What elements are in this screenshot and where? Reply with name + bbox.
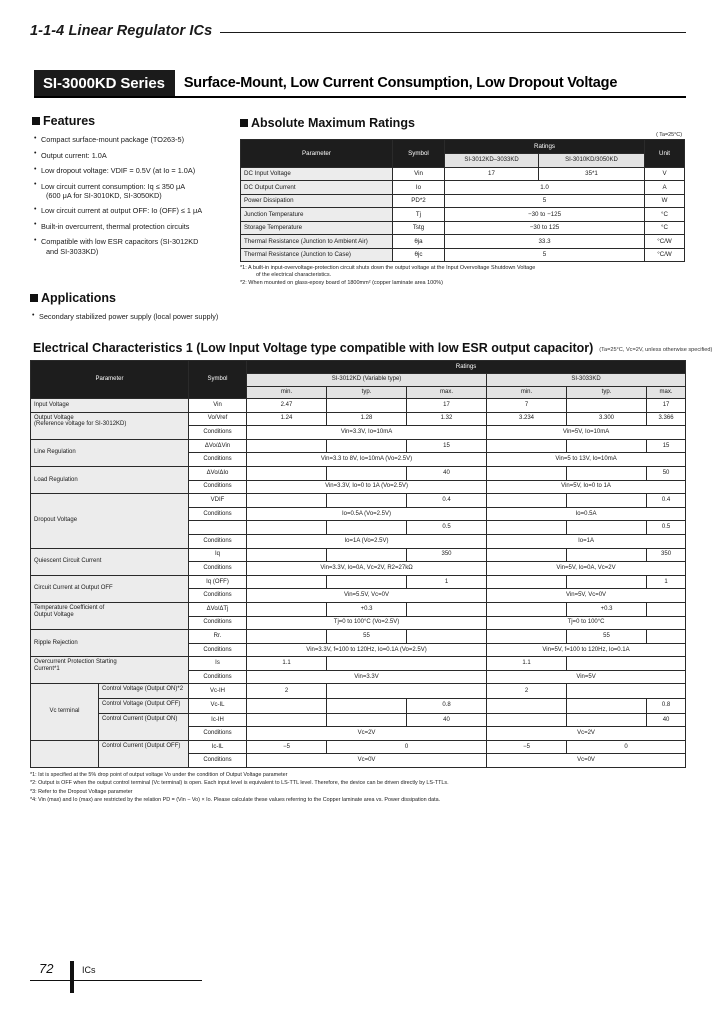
ec-vc-group-spacer — [31, 740, 99, 767]
features-heading — [32, 114, 232, 128]
ec-a-typmax — [327, 657, 487, 671]
ec-symbol: VDIF — [189, 494, 247, 508]
table-row — [241, 181, 685, 195]
amr-parameter: DC Input Voltage — [241, 167, 393, 181]
ec-a-max — [407, 630, 487, 644]
ec-header-group-b: SI-3033KD — [487, 374, 686, 387]
ec-symbol: ΔVo/ΔIo — [189, 466, 247, 480]
ec-b-conditions: Vin=5V, Io=10mA — [487, 426, 686, 440]
amr-symbol: θja — [393, 235, 445, 249]
series-name: SI-3000KD Series — [34, 70, 175, 96]
ec-symbol: Rr. — [189, 630, 247, 644]
ec-b-max: 1 — [647, 575, 686, 589]
amr-unit: °C — [645, 208, 685, 222]
ec-symbol: Iq (OFF) — [189, 575, 247, 589]
table-row — [31, 699, 686, 714]
ec-symbol: Iq — [189, 548, 247, 562]
table-row — [31, 602, 686, 616]
table-row — [31, 657, 686, 671]
absolute-maximum-ratings-section — [240, 116, 684, 287]
ec-b-typ: 3.300 — [567, 412, 647, 426]
amr-header-symbol: Symbol — [393, 140, 445, 168]
ec-a-max: 40 — [407, 713, 487, 727]
ec-b-conditions: Vc=2V — [487, 727, 686, 741]
bullet-square-icon — [32, 117, 40, 125]
ec-b-conditions: Vin=5V, Io=0 to 1A — [487, 480, 686, 494]
footer-label: ICs — [82, 965, 96, 975]
amr-unit: A — [645, 181, 685, 195]
ec-b-min: 7 — [487, 399, 567, 413]
list-item — [32, 182, 232, 201]
ec-parameter: Line Regulation — [31, 439, 189, 466]
ec-a-typ — [327, 699, 407, 714]
ec-b-max: 0.5 — [647, 521, 686, 535]
electrical-characteristics-section — [30, 341, 713, 805]
ec-table — [30, 360, 686, 768]
ec-a-typ — [327, 548, 407, 562]
ec-a-conditions: Tj=0 to 100°C (Vo=2.5V) — [247, 616, 487, 630]
feature-text-continued: and SI-3033KD) — [46, 246, 99, 256]
table-row — [31, 548, 686, 562]
ec-b-min — [487, 630, 567, 644]
ec-b-typ — [567, 494, 647, 508]
ec-b-max: 350 — [647, 548, 686, 562]
ec-symbol: Conditions — [189, 643, 247, 657]
ec-a-conditions: Vin=3.3V, Io=0A, Vc=2V, R2=27kΩ — [247, 562, 487, 576]
ec-symbol: Ic-IL — [189, 740, 247, 754]
ec-a-conditions: Vin=3.3V, Io=10mA — [247, 426, 487, 440]
ec-a-conditions: Vin=3.3V, Io=0 to 1A (Vo=2.5V) — [247, 480, 487, 494]
ec-a-min — [247, 466, 327, 480]
ec-a-conditions: Vin=3.3V, f=100 to 120Hz, Io=0.1A (Vo=2.5V) — [247, 643, 487, 657]
ec-b-min — [487, 494, 567, 508]
feature-text: Low circuit current at output OFF: Io (OFF) ≤ 1 μA — [41, 206, 203, 216]
ec-a-conditions: Vin=5.5V, Vc=0V — [247, 589, 487, 603]
footnote — [240, 280, 684, 288]
ec-a-conditions: Vc=0V — [247, 754, 487, 768]
ec-b-typ — [567, 713, 647, 727]
list-item — [32, 135, 232, 144]
ec-a-max: 1 — [407, 575, 487, 589]
amr-parameter: DC Output Current — [241, 181, 393, 195]
ec-b-typ — [567, 439, 647, 453]
ec-parameter: Control Voltage (Output ON)*2 — [99, 684, 189, 699]
table-row — [241, 221, 685, 235]
ec-b-min — [487, 439, 567, 453]
ec-a-max: 350 — [407, 548, 487, 562]
ec-a-min — [247, 548, 327, 562]
amr-symbol: Tj — [393, 208, 445, 222]
ec-symbol — [189, 521, 247, 535]
amr-unit: °C/W — [645, 235, 685, 249]
ec-a-min: 2.47 — [247, 399, 327, 413]
table-row — [241, 248, 685, 262]
table-row — [241, 235, 685, 249]
amr-header-unit: Unit — [645, 140, 685, 168]
ec-a-max: 0.8 — [407, 699, 487, 714]
amr-header-ratings: Ratings — [445, 140, 645, 154]
ec-b-min — [487, 575, 567, 589]
applications-section — [30, 291, 360, 323]
amr-symbol: Vin — [393, 167, 445, 181]
ec-b-typmax: 0 — [567, 740, 686, 754]
ec-parameter-main: Temperature Coefficient of — [34, 604, 105, 611]
amr-heading — [240, 116, 684, 130]
applications-list — [30, 312, 360, 321]
ec-parameter-main: Output Voltage — [34, 414, 74, 421]
amr-footnotes — [240, 265, 684, 288]
amr-value-span: 5 — [445, 194, 645, 208]
ec-parameter: Input Voltage — [31, 399, 189, 413]
ec-header-b-typ: typ. — [567, 386, 647, 399]
bullet-square-icon — [30, 294, 38, 302]
running-head-title: 1-1-4 Linear Regulator ICs — [30, 23, 213, 39]
ec-header-a-typ: typ. — [327, 386, 407, 399]
amr-parameter: Thermal Resistance (Junction to Case) — [241, 248, 393, 262]
amr-symbol: Io — [393, 181, 445, 195]
ec-a-conditions: Vc=2V — [247, 727, 487, 741]
amr-symbol: θjc — [393, 248, 445, 262]
ec-a-min: 2 — [247, 684, 327, 699]
ec-b-min: −5 — [487, 740, 567, 754]
amr-parameter: Thermal Resistance (Junction to Ambient Air) — [241, 235, 393, 249]
ec-b-max: 50 — [647, 466, 686, 480]
ec-a-min: −5 — [247, 740, 327, 754]
ec-b-typ — [567, 399, 647, 413]
ec-header-ratings: Ratings — [247, 361, 686, 374]
ec-symbol: Conditions — [189, 453, 247, 467]
footnote: *1: Ist is specified at the 5% drop point of output voltage Vo under the condition of Output Voltage parameter — [30, 772, 288, 779]
list-item — [32, 151, 232, 160]
ec-a-min — [247, 575, 327, 589]
ec-a-typ: 55 — [327, 630, 407, 644]
ec-parameter: Control Current (Output OFF) — [99, 740, 189, 767]
ec-a-max: 40 — [407, 466, 487, 480]
ec-parameter-sub: Output Voltage — [34, 611, 74, 618]
table-row — [31, 713, 686, 727]
ec-b-typ — [567, 521, 647, 535]
ec-a-min — [247, 713, 327, 727]
ec-parameter — [31, 657, 189, 684]
ec-b-typ — [567, 575, 647, 589]
table-row — [31, 740, 686, 754]
table-row — [31, 684, 686, 699]
running-head — [30, 20, 686, 42]
ec-a-min — [247, 439, 327, 453]
list-item — [32, 206, 232, 215]
ec-header-b-max: max. — [647, 386, 686, 399]
table-header-row — [31, 361, 686, 374]
ec-parameter: Quiescent Circuit Current — [31, 548, 189, 575]
ec-a-typmax: 0 — [327, 740, 487, 754]
amr-unit: °C/W — [645, 248, 685, 262]
ec-a-conditions: Io=1A (Vo=2.5V) — [247, 534, 487, 548]
ec-b-min — [487, 548, 567, 562]
ec-a-min: 1.1 — [247, 657, 327, 671]
amr-unit: V — [645, 167, 685, 181]
ec-heading — [30, 341, 713, 355]
ec-a-max: 1.32 — [407, 412, 487, 426]
ec-b-conditions: Tj=0 to 100°C — [487, 616, 686, 630]
ec-a-typ — [327, 575, 407, 589]
ec-b-typ: +0.3 — [567, 602, 647, 616]
ec-a-max: 15 — [407, 439, 487, 453]
ec-a-max: 0.4 — [407, 494, 487, 508]
running-head-rule — [220, 32, 686, 33]
amr-value-a: 17 — [445, 167, 539, 181]
ec-a-typ: 1.28 — [327, 412, 407, 426]
footnote: *4: Vin (max) and Io (max) are restricted by the relation PD = (Vin − Vo) × Io. Please calculate these values referring to the Copper laminate area vs. Power dissipation data. — [30, 797, 441, 804]
ec-parameter — [31, 412, 189, 439]
amr-value-b: 35*1 — [539, 167, 645, 181]
ec-b-typmax — [567, 684, 686, 699]
ec-b-conditions: Io=1A — [487, 534, 686, 548]
feature-text: Low dropout voltage: VDIF = 0.5V (at Io = 1.0A) — [41, 166, 196, 176]
ec-b-conditions: Vin=5V — [487, 670, 686, 684]
amr-parameter: Storage Temperature — [241, 221, 393, 235]
ec-parameter — [31, 602, 189, 629]
ec-b-conditions: Vin=5V, Vc=0V — [487, 589, 686, 603]
ec-symbol: Conditions — [189, 616, 247, 630]
ec-a-typmax — [327, 684, 487, 699]
applications-heading — [30, 291, 360, 305]
table-row — [31, 575, 686, 589]
ec-symbol: Vc-IH — [189, 684, 247, 699]
amr-value-span: −30 to −125 — [445, 208, 645, 222]
amr-value-span: 1.0 — [445, 181, 645, 195]
ec-b-typ: 55 — [567, 630, 647, 644]
amr-condition-note: ( Ta=25°C) — [656, 132, 682, 138]
ec-symbol: Conditions — [189, 562, 247, 576]
amr-heading-label: Absolute Maximum Ratings — [251, 116, 415, 130]
feature-text: Output current: 1.0A — [41, 150, 107, 160]
ec-symbol: Is — [189, 657, 247, 671]
ec-parameter: Ripple Rejection — [31, 630, 189, 657]
ec-a-min — [247, 699, 327, 714]
table-header-row — [241, 140, 685, 154]
ec-a-typ: +0.3 — [327, 602, 407, 616]
ec-a-typ — [327, 466, 407, 480]
ec-header-b-min: min. — [487, 386, 567, 399]
footnote-text-continued: of the electrical characteristics. — [256, 272, 332, 279]
ec-parameter-sub: Current*1 — [34, 666, 60, 673]
ec-b-min — [487, 466, 567, 480]
ec-b-max: 0.4 — [647, 494, 686, 508]
ec-parameter-main: Overcurrent Protection Starting — [34, 659, 117, 666]
ec-parameter-sub: (Reference voltage for SI-3012KD) — [34, 421, 127, 428]
bullet-square-icon — [240, 119, 248, 127]
ec-b-max: 0.8 — [647, 699, 686, 714]
amr-table — [240, 139, 685, 262]
ec-parameter: Dropout Voltage — [31, 494, 189, 548]
ec-a-min — [247, 630, 327, 644]
list-item — [30, 312, 360, 321]
ec-a-max: 0.5 — [407, 521, 487, 535]
amr-unit: W — [645, 194, 685, 208]
ec-a-typ — [327, 494, 407, 508]
ec-b-conditions: Io=0.5A — [487, 507, 686, 521]
ec-b-typ — [567, 466, 647, 480]
ec-b-typ — [567, 699, 647, 714]
table-row — [31, 439, 686, 453]
ec-condition-note: (Ta=25°C, Vc=2V, unless otherwise specified) — [599, 347, 713, 353]
ec-a-typ — [327, 439, 407, 453]
application-text: Secondary stabilized power supply (local power supply) — [39, 312, 219, 321]
ec-b-max: 3.366 — [647, 412, 686, 426]
applications-heading-label: Applications — [41, 291, 117, 305]
footnote — [240, 265, 684, 280]
ec-b-max: 17 — [647, 399, 686, 413]
ec-b-min — [487, 602, 567, 616]
amr-symbol: Tstg — [393, 221, 445, 235]
features-section — [32, 114, 232, 262]
page-number: 72 — [39, 961, 54, 976]
ec-b-min: 3.234 — [487, 412, 567, 426]
feature-text: Compatible with low ESR capacitors (SI-3012KD — [41, 237, 199, 247]
ec-b-conditions: Vin=5V, Io=0A, Vc=2V — [487, 562, 686, 576]
list-item — [32, 222, 232, 231]
ec-parameter: Load Regulation — [31, 466, 189, 493]
footnote: *3: Refer to the Dropout Voltage parameter — [30, 788, 133, 795]
table-row — [241, 167, 685, 181]
list-item — [32, 166, 232, 175]
ec-heading-label: Electrical Characteristics 1 (Low Input Voltage type compatible with low ESR output capacitor) — [33, 341, 594, 355]
series-subtitle: Surface-Mount, Low Current Consumption, Low Dropout Voltage — [175, 70, 686, 96]
features-heading-label: Features — [43, 114, 96, 128]
footer-bar — [70, 961, 74, 993]
feature-text-continued: (600 μA for SI-3010KD, SI-3050KD) — [46, 190, 162, 200]
ec-symbol: Conditions — [189, 480, 247, 494]
ec-symbol: Conditions — [189, 507, 247, 521]
list-item — [32, 237, 232, 256]
feature-text: Compact surface-mount package (TO263-5) — [41, 135, 185, 144]
table-row — [31, 630, 686, 644]
amr-header-group-b: SI-3010KD/3050KD — [539, 154, 645, 168]
ec-symbol: Vin — [189, 399, 247, 413]
ec-b-min — [487, 699, 567, 714]
ec-symbol: Conditions — [189, 754, 247, 768]
ec-b-max: 15 — [647, 439, 686, 453]
amr-value-span: −30 to 125 — [445, 221, 645, 235]
amr-parameter: Junction Temperature — [241, 208, 393, 222]
ec-symbol: Vc-IL — [189, 699, 247, 714]
ec-b-min — [487, 521, 567, 535]
amr-value-span: 33.3 — [445, 235, 645, 249]
amr-header-parameter: Parameter — [241, 140, 393, 168]
table-row — [31, 494, 686, 508]
page-footer — [30, 956, 210, 990]
feature-text: Built-in overcurrent, thermal protection circuits — [41, 221, 190, 231]
ec-b-conditions: Vin=5 to 13V, Io=10mA — [487, 453, 686, 467]
ec-header-parameter: Parameter — [31, 361, 189, 399]
footnote-text: *1: A built-in input-overvoltage-protection circuit shuts down the output voltage at the Input Overvoltage Shutdown Voltage — [240, 264, 536, 271]
ec-symbol: ΔVo/ΔTj — [189, 602, 247, 616]
amr-unit: °C — [645, 221, 685, 235]
ec-parameter: Control Current (Output ON) — [99, 713, 189, 740]
ec-symbol: Vo/Vref — [189, 412, 247, 426]
ec-b-max: 40 — [647, 713, 686, 727]
ec-b-typ — [567, 548, 647, 562]
ec-a-min — [247, 494, 327, 508]
ec-a-max — [407, 602, 487, 616]
ec-symbol: Conditions — [189, 534, 247, 548]
amr-parameter: Power Dissipation — [241, 194, 393, 208]
table-row — [241, 208, 685, 222]
ec-a-conditions: Vin=3.3 to 8V, Io=10mA (Vo=2.5V) — [247, 453, 487, 467]
ec-b-max — [647, 602, 686, 616]
table-row — [31, 466, 686, 480]
ec-a-conditions: Io=0.5A (Vo=2.5V) — [247, 507, 487, 521]
ec-symbol: Conditions — [189, 670, 247, 684]
ec-b-min: 2 — [487, 684, 567, 699]
ec-a-max: 17 — [407, 399, 487, 413]
table-row — [31, 412, 686, 426]
ec-a-min — [247, 521, 327, 535]
ec-parameter: Control Voltage (Output OFF) — [99, 699, 189, 714]
ec-footnotes — [30, 771, 685, 805]
footnote: *2: Output is OFF when the output control terminal (Vc terminal) is open. Each input level is equivalent to LS-TTL level. Therefore, the device can be driven directly by LS-TTLs. — [30, 780, 449, 787]
series-banner — [34, 70, 686, 98]
table-row — [31, 399, 686, 413]
ec-symbol: Conditions — [189, 727, 247, 741]
ec-symbol: Conditions — [189, 426, 247, 440]
ec-b-min: 1.1 — [487, 657, 567, 671]
ec-a-typ — [327, 713, 407, 727]
ec-b-typmax — [567, 657, 686, 671]
ec-symbol: Conditions — [189, 589, 247, 603]
ec-a-typ — [327, 521, 407, 535]
amr-header-group-a: SI-3012KD–3033KD — [445, 154, 539, 168]
ec-header-a-max: max. — [407, 386, 487, 399]
amr-value-span: 5 — [445, 248, 645, 262]
footnote-text: *2: When mounted on glass-epoxy board of 1800mm² (copper laminate area 100%) — [240, 279, 444, 286]
ec-a-min: 1.24 — [247, 412, 327, 426]
feature-text: Low circuit current consumption: Iq ≤ 350 μA — [41, 181, 186, 191]
ec-a-typ — [327, 399, 407, 413]
ec-header-symbol: Symbol — [189, 361, 247, 399]
ec-header-group-a: SI-3012KD (Variable type) — [247, 374, 487, 387]
ec-a-conditions: Vin=3.3V — [247, 670, 487, 684]
ec-b-min — [487, 713, 567, 727]
table-row — [241, 194, 685, 208]
ec-header-a-min: min. — [247, 386, 327, 399]
footer-rule — [30, 980, 202, 981]
ec-b-conditions: Vin=5V, f=100 to 120Hz, Io=0.1A — [487, 643, 686, 657]
ec-symbol: ΔVo/ΔVin — [189, 439, 247, 453]
features-list — [32, 135, 232, 256]
ec-symbol: Ic-IH — [189, 713, 247, 727]
ec-b-conditions: Vc=0V — [487, 754, 686, 768]
ec-a-min — [247, 602, 327, 616]
ec-vc-group-label: Vc terminal — [31, 684, 99, 740]
ec-parameter: Circuit Current at Output OFF — [31, 575, 189, 602]
amr-symbol: PD*2 — [393, 194, 445, 208]
ec-b-max — [647, 630, 686, 644]
